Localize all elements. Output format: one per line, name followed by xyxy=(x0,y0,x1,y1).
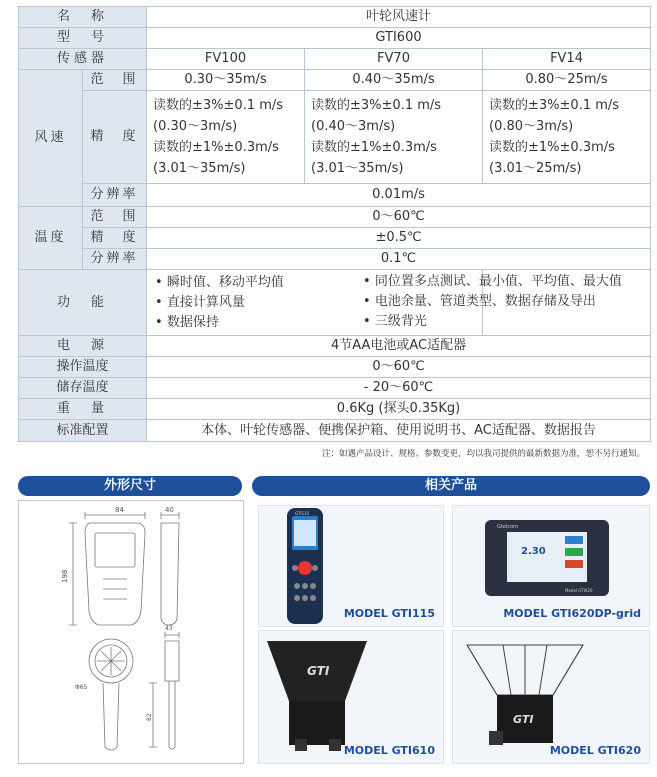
temp-range-value: 0～60℃ xyxy=(147,207,651,228)
weight-value: 0.6Kg (探头0.35Kg) xyxy=(147,399,651,420)
temp-label: 温度 xyxy=(19,207,83,270)
function-label: 功 能 xyxy=(19,270,147,336)
related-products-banner xyxy=(252,476,650,496)
disclaimer-note: 注：如遇产品设计、规格、参数变更，均以我司提供的最新数据为准，恕不另行通知。 xyxy=(321,449,645,459)
product-label-gti620dp-grid: MODEL GTI620DP-grid xyxy=(503,607,641,620)
product-card-gti115[interactable] xyxy=(258,505,444,627)
wind-range-fv100: 0.30～35m/s xyxy=(147,70,305,91)
accuracy-line: 读数的±3%±0.1 m/s xyxy=(311,98,442,113)
model-label: 型 号 xyxy=(19,28,147,49)
wind-range-label: 范 围 xyxy=(83,70,147,91)
accuracy-line: 读数的±3%±0.1 m/s xyxy=(153,98,284,113)
probe-depth-dim-text: 43 xyxy=(165,625,173,632)
dimension-drawing-svg xyxy=(19,501,243,763)
functions-right-anchor xyxy=(363,270,651,336)
accuracy-line: 读数的±1%±0.3m/s xyxy=(311,140,437,155)
temp-resolution-label: 分辨率 xyxy=(83,249,147,270)
dimensions-banner xyxy=(18,476,242,496)
gti620-logo: GTI xyxy=(513,713,534,726)
name-label: 名 称 xyxy=(19,7,147,28)
product-card-gti610[interactable] xyxy=(258,630,444,764)
product-card-gti620[interactable] xyxy=(452,630,650,764)
wind-resolution-value: 0.01m/s xyxy=(147,184,651,207)
depth-dim-text: 40 xyxy=(165,506,174,514)
power-value: 4节AA电池或AC适配器 xyxy=(147,336,651,357)
storage-temp-value: - 20～60℃ xyxy=(147,378,651,399)
weight-label: 重 量 xyxy=(19,399,147,420)
accuracy-line: (0.40～3m/s) xyxy=(311,119,396,134)
function-item: • 三级背光 xyxy=(363,314,427,329)
sensor-fv70: FV70 xyxy=(305,49,483,70)
functions-right xyxy=(363,272,622,332)
product-label-gti610: MODEL GTI610 xyxy=(343,744,435,757)
dimensions-title: 外形尺寸 xyxy=(103,478,156,493)
probe-side-outline xyxy=(165,641,179,681)
wind-range-fv70: 0.40～35m/s xyxy=(305,70,483,91)
accuracy-line: (0.80～3m/s) xyxy=(489,119,574,134)
meter-keypad-outline xyxy=(103,579,127,599)
config-value: 本体、叶轮传感器、便携保护箱、使用说明书、AC适配器、数据报告 xyxy=(147,420,651,442)
accuracy-line: (3.01～35m/s) xyxy=(153,161,246,176)
wind-accuracy-label: 精 度 xyxy=(83,91,147,184)
gti115-screen-text: GTI115 xyxy=(295,511,310,516)
accuracy-line: 读数的±3%±0.1 m/s xyxy=(489,98,620,113)
function-item: • 同位置多点测试、最小值、平均值、最大值 xyxy=(363,274,622,289)
wind-accuracy-fv14 xyxy=(483,91,651,184)
model-value: GTI600 xyxy=(147,28,651,49)
wind-label: 风速 xyxy=(19,70,83,207)
name-value: 叶轮风速计 xyxy=(147,7,651,28)
probe-handle-outline xyxy=(103,683,119,750)
wind-range-fv14: 0.80～25m/s xyxy=(483,70,651,91)
wind-resolution-label: 分辨率 xyxy=(83,184,147,207)
product-card-gti620dp-grid[interactable] xyxy=(452,505,650,627)
temp-range-label: 范 围 xyxy=(83,207,147,228)
product-label-gti115: MODEL GTI115 xyxy=(343,607,435,620)
accuracy-line: 读数的±1%±0.3m/s xyxy=(153,140,279,155)
temp-accuracy-label: 精 度 xyxy=(83,228,147,249)
accuracy-line: (3.01～35m/s) xyxy=(311,161,404,176)
dimension-drawing xyxy=(18,500,244,764)
accuracy-line: 读数的±1%±0.3m/s xyxy=(489,140,615,155)
gti610-logo: GTI xyxy=(307,664,330,678)
meter-screen-outline xyxy=(95,533,135,567)
function-item: • 电池余量、管道类型、数据存储及导出 xyxy=(363,294,596,309)
accuracy-line: (0.30～3m/s) xyxy=(153,119,238,134)
spec-table xyxy=(18,6,651,442)
sensor-fv14: FV14 xyxy=(483,49,651,70)
width-dim-text: 84 xyxy=(115,506,124,514)
sensor-label: 传感器 xyxy=(19,49,147,70)
meter-side-outline xyxy=(161,523,179,625)
height-dim-text: 198 xyxy=(61,569,69,583)
meter-front-outline xyxy=(85,523,145,625)
function-item: • 直接计算风量 xyxy=(155,294,245,310)
probe-dia-dim-text: Φ65 xyxy=(75,684,88,691)
probe-len-dim-text: 82 xyxy=(146,713,153,721)
wind-accuracy-fv100 xyxy=(147,91,305,184)
product-label-gti620: MODEL GTI620 xyxy=(549,744,641,757)
sensor-fv100: FV100 xyxy=(147,49,305,70)
gti620dp-screen-value: 2.30 xyxy=(521,546,546,557)
function-item: • 数据保持 xyxy=(155,314,219,330)
storage-temp-label: 储存温度 xyxy=(19,378,147,399)
temp-resolution-value: 0.1℃ xyxy=(147,249,651,270)
accuracy-line: (3.01～25m/s) xyxy=(489,161,582,176)
temp-accuracy-value: ±0.5℃ xyxy=(147,228,651,249)
function-item: • 瞬时值、移动平均值 xyxy=(155,274,284,290)
gti620dp-device-text: Model GTI620 xyxy=(565,588,593,593)
op-temp-value: 0～60℃ xyxy=(147,357,651,378)
config-label: 标准配置 xyxy=(19,420,147,442)
related-products-title: 相关产品 xyxy=(424,478,477,493)
wind-accuracy-fv70 xyxy=(305,91,483,184)
power-label: 电 源 xyxy=(19,336,147,357)
op-temp-label: 操作温度 xyxy=(19,357,147,378)
gti620dp-brand: Gtelcom xyxy=(497,524,518,530)
